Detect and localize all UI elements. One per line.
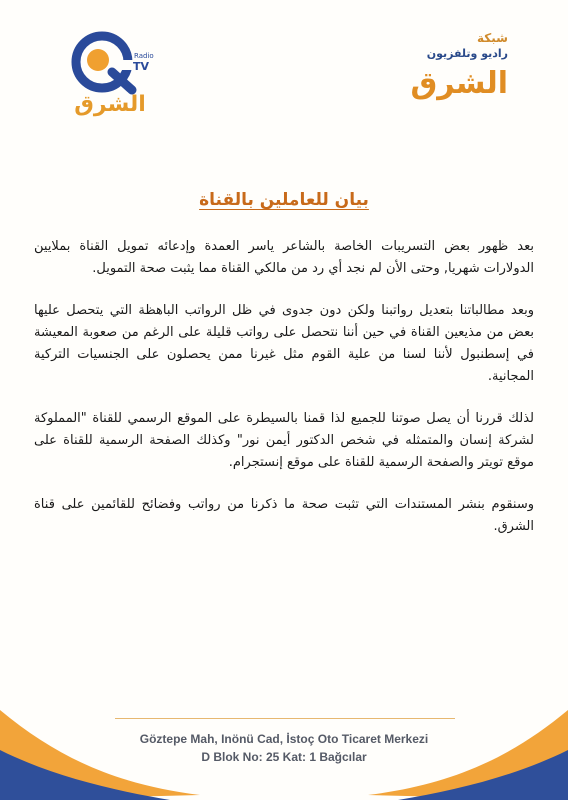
paragraph-3: لذلك قررنا أن يصل صوتنا للجميع لذا قمنا بالسيطرة على الموقع الرسمي للقناة "المملوكة لشركة إنسان والمتمثله في شخص الدكتور أيمن نور" وكذلك الصفحة الرسمية للقناة على موقع تويتر والصفحة الرسمية للقناة على موقع إنستجرام. <box>34 411 534 470</box>
paragraph-4: وسنقوم بنشر المستندات التي تثبت صحة ما ذكرنا من رواتب وفضائح للقائمين على قناة الشرق. <box>34 497 534 534</box>
logo-radio-text: Radio <box>134 52 154 60</box>
network-subtitle: راديو وتلفزيون <box>426 47 508 60</box>
network-brand <box>368 30 508 104</box>
address-line-2: D Blok No: 25 Kat: 1 Bağcılar <box>201 750 367 764</box>
statement-body <box>34 236 534 558</box>
statement-title: بيان للعاملين بالقناة <box>199 190 369 210</box>
network-label: شبكة <box>477 31 508 45</box>
brand-name: الشرق <box>410 66 508 101</box>
q-logo-icon <box>60 28 160 98</box>
logo-tv-text: TV <box>133 60 150 73</box>
logo-wordmark: الشرق <box>74 92 146 117</box>
letterhead <box>0 0 568 140</box>
paragraph-2: وبعد مطالباتنا بتعديل رواتبنا ولكن دون جدوى في ظل الرواتب الباهظة التي يتحصل عليها بعض من مذيعين القناة في حين أننا نتحصل على رواتب قليلة على الرغم من صعوبة المعيشة في إسطنبول لأننا لسنا من علية القوم مثل غيرنا ممن يحصلون على الجنسيات التركية المجانية. <box>34 303 534 384</box>
footer-address <box>100 730 468 766</box>
paragraph-1: بعد ظهور بعض التسريبات الخاصة بالشاعر ياسر العمدة وإدعائه تمويل القناة بملايين الدولارات شهريا, وحتى الأن لم نجد أي رد من مالكي القناة مما يثبت صحة التمويل. <box>34 239 534 276</box>
sharq-tv-logo <box>60 28 160 128</box>
address-line-1: Göztepe Mah, Inönü Cad, İstoç Oto Ticaret Merkezi <box>139 732 429 746</box>
footer-divider <box>115 718 455 719</box>
